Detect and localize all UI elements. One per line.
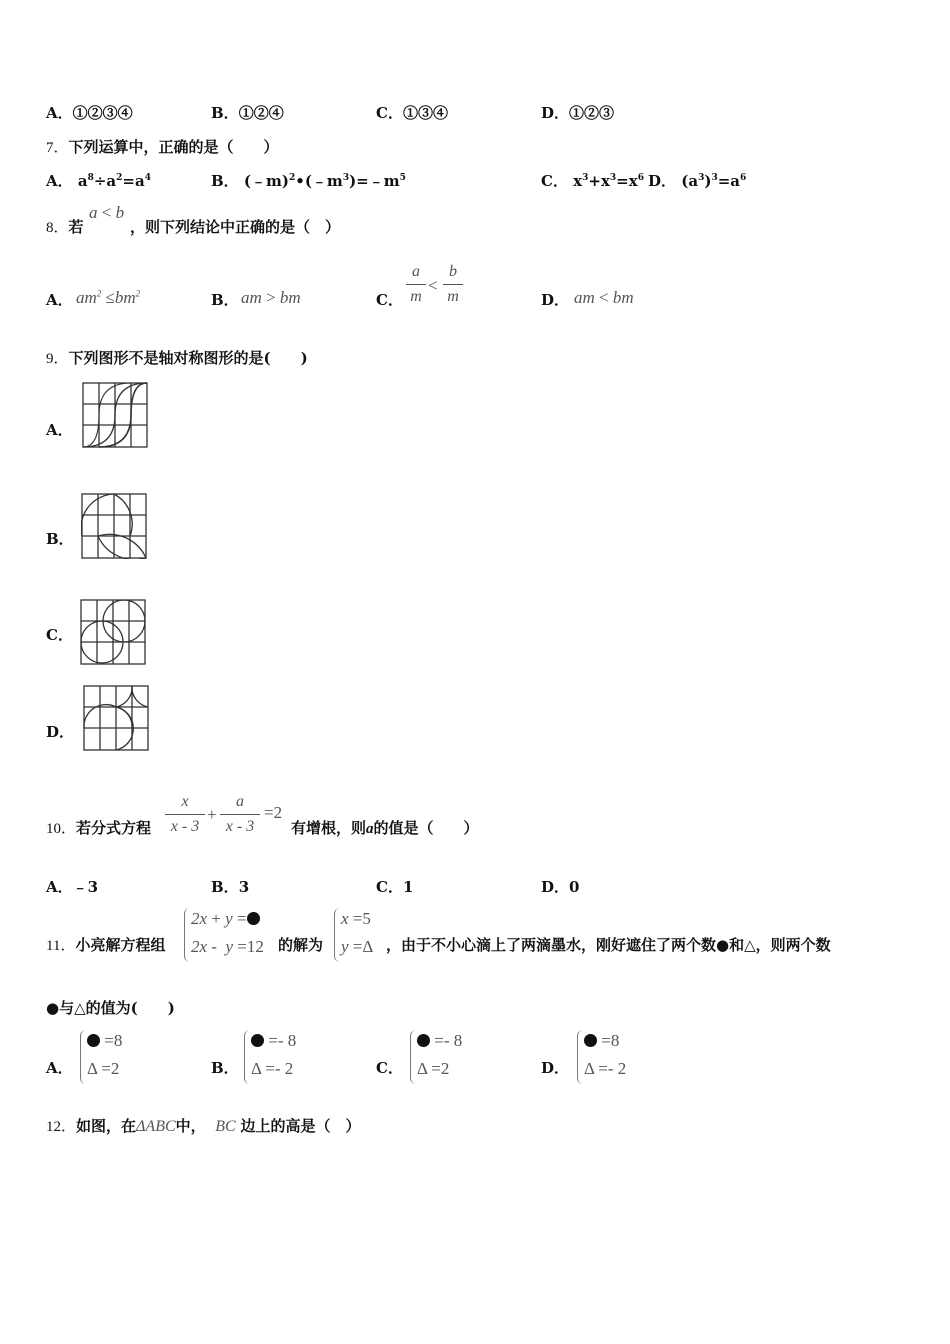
q9-figure-a	[82, 382, 148, 448]
q11-suffix: ，由于不小心滴上了两滴墨水，刚好遮住了两个数●和△，则两个数	[386, 936, 831, 954]
q10-stem	[46, 817, 151, 838]
q11-option-c-brace	[410, 1030, 417, 1084]
option-label: B．	[211, 104, 239, 122]
question-number: 10．	[46, 821, 77, 837]
question-prefix: 若	[68, 218, 84, 236]
option-label: C．	[541, 172, 568, 190]
q8-condition: a < b	[89, 203, 125, 222]
q7-stem	[46, 136, 279, 157]
option-text: ﹣3	[72, 878, 99, 896]
q9-option-a-label[interactable]: A．	[46, 421, 73, 439]
option-label: B．	[211, 172, 239, 190]
q10-var: a	[366, 821, 374, 837]
q9-stem	[46, 347, 308, 368]
question-number: 12．	[46, 1119, 77, 1135]
q9-option-b-label[interactable]: B．	[46, 530, 74, 548]
option-text: ①②③④	[72, 104, 133, 122]
option-text: 3	[238, 878, 250, 896]
q10-option-c[interactable]	[376, 876, 413, 897]
q11-option-b-system: =- 8 Δ =- 2	[251, 1031, 297, 1078]
ink-dot-icon	[584, 1034, 597, 1047]
q8-suffix: ，则下列结论中正确的是（ ）	[130, 218, 341, 236]
q12-triangle: ΔABC	[136, 1118, 176, 1135]
option-label: D．	[648, 172, 677, 190]
option-text: 1	[402, 878, 414, 896]
option-text: ①③④	[402, 104, 448, 122]
q10-rhs: =2	[264, 803, 283, 822]
q9-figure-b	[81, 493, 147, 559]
option-label: C．	[376, 878, 403, 896]
q8-option-c-frac-left: a m	[406, 262, 426, 307]
q11-option-a-brace	[80, 1030, 87, 1084]
q11-solution-brace	[334, 908, 341, 962]
option-label: A．	[46, 172, 73, 190]
option-text: ①②③	[569, 104, 615, 122]
q9-figure-d	[83, 685, 149, 751]
ink-dot-icon	[247, 912, 260, 925]
q7-option-b[interactable]: B． $(﹣m)^2•(﹣m^3)=﹣m^5$	[211, 172, 406, 190]
q11-line2: ●与△的值为( )	[46, 999, 175, 1017]
question-number: 11．	[46, 938, 76, 954]
q10-plus: +	[207, 805, 217, 824]
option-label: D．	[541, 878, 570, 896]
question-number: 9．	[46, 351, 69, 367]
q11-mid: 的解为	[278, 936, 324, 954]
q8-option-b-label[interactable]: B．	[211, 291, 239, 309]
q8-option-d-expr: am < bm	[574, 288, 634, 307]
q9-figure-c	[80, 599, 146, 665]
q7-option-a[interactable]: A． $a^8\div a^2=a^4$	[46, 172, 151, 190]
option-label: C．	[376, 104, 403, 122]
q11-option-b-label[interactable]: B．	[211, 1059, 239, 1077]
option-label: D．	[541, 104, 570, 122]
q6-option-c[interactable]	[376, 102, 448, 123]
option-label: A．	[46, 878, 73, 896]
option-text: 0	[569, 878, 580, 896]
q8-option-c-lt: <	[428, 276, 438, 295]
q11-equation-system: 2x + y = 2x - y =12	[191, 909, 264, 956]
q8-option-c-label[interactable]: C．	[376, 291, 403, 309]
q10-option-a[interactable]	[46, 876, 98, 897]
q12-stem	[46, 1115, 360, 1136]
q6-option-a[interactable]	[46, 102, 133, 123]
q11-stem	[46, 934, 165, 955]
q7-option-d[interactable]: D． $(a^3)^3=a^6$	[648, 172, 747, 190]
q10-suffix	[291, 817, 479, 838]
q11-option-a-label[interactable]: A．	[46, 1059, 73, 1077]
q11-option-a-system: =8 Δ =2	[87, 1031, 123, 1078]
q11-option-d-system: =8 Δ =- 2	[584, 1031, 627, 1078]
q6-option-b[interactable]	[211, 102, 284, 123]
question-number: 8．	[46, 220, 69, 236]
q10-suffix-2: 的值是（ ）	[373, 819, 479, 837]
option-label: A．	[46, 104, 73, 122]
q11-option-c-label[interactable]: C．	[376, 1059, 403, 1077]
question-text: 下列图形不是轴对称图形的是( )	[68, 349, 308, 367]
option-label: B．	[211, 878, 239, 896]
q10-option-d[interactable]	[541, 876, 579, 897]
q8-option-a-expr: $am^2 \le bm^2$	[76, 288, 141, 307]
q9-option-d-label[interactable]: D．	[46, 723, 75, 741]
q11-option-b-brace	[244, 1030, 251, 1084]
ink-dot-icon	[87, 1034, 100, 1047]
q10-frac-2: a x - 3	[220, 792, 260, 837]
q8-stem	[46, 216, 84, 237]
q12-side: BC	[215, 1118, 236, 1135]
q11-option-c-system: =- 8 Δ =2	[417, 1031, 463, 1078]
q8-option-d-label[interactable]: D．	[541, 291, 570, 309]
q12-mid: 中，	[175, 1117, 206, 1135]
q8-option-c-frac-right: b m	[443, 262, 463, 307]
q8-option-a-label[interactable]: A．	[46, 291, 73, 309]
question-text: 下列运算中，正确的是（ ）	[68, 138, 279, 156]
q11-option-d-label[interactable]: D．	[541, 1059, 570, 1077]
option-text: ①②④	[238, 104, 284, 122]
q10-suffix-1: 有增根，则	[291, 819, 367, 837]
question-prefix: 若分式方程	[76, 819, 152, 837]
question-prefix: 如图，在	[76, 1117, 137, 1135]
q12-suffix: 边上的高是（ ）	[240, 1117, 361, 1135]
q11-system-brace	[184, 908, 191, 962]
ink-dot-icon	[417, 1034, 430, 1047]
q11-option-d-brace	[577, 1030, 584, 1084]
q8-option-b-expr: am > bm	[241, 288, 301, 307]
ink-dot-icon	[251, 1034, 264, 1047]
question-prefix: 小亮解方程组	[75, 936, 166, 954]
question-number: 7．	[46, 140, 69, 156]
q10-frac-1: x x - 3	[165, 792, 205, 837]
q11-solution-system: x =5 y =Δ	[341, 909, 374, 956]
q7-option-c[interactable]: C． $x^3+x^3=x^6$	[541, 172, 644, 190]
q9-option-c-label[interactable]: C．	[46, 626, 73, 644]
q10-option-b[interactable]	[211, 876, 249, 897]
q6-option-d[interactable]	[541, 102, 614, 123]
